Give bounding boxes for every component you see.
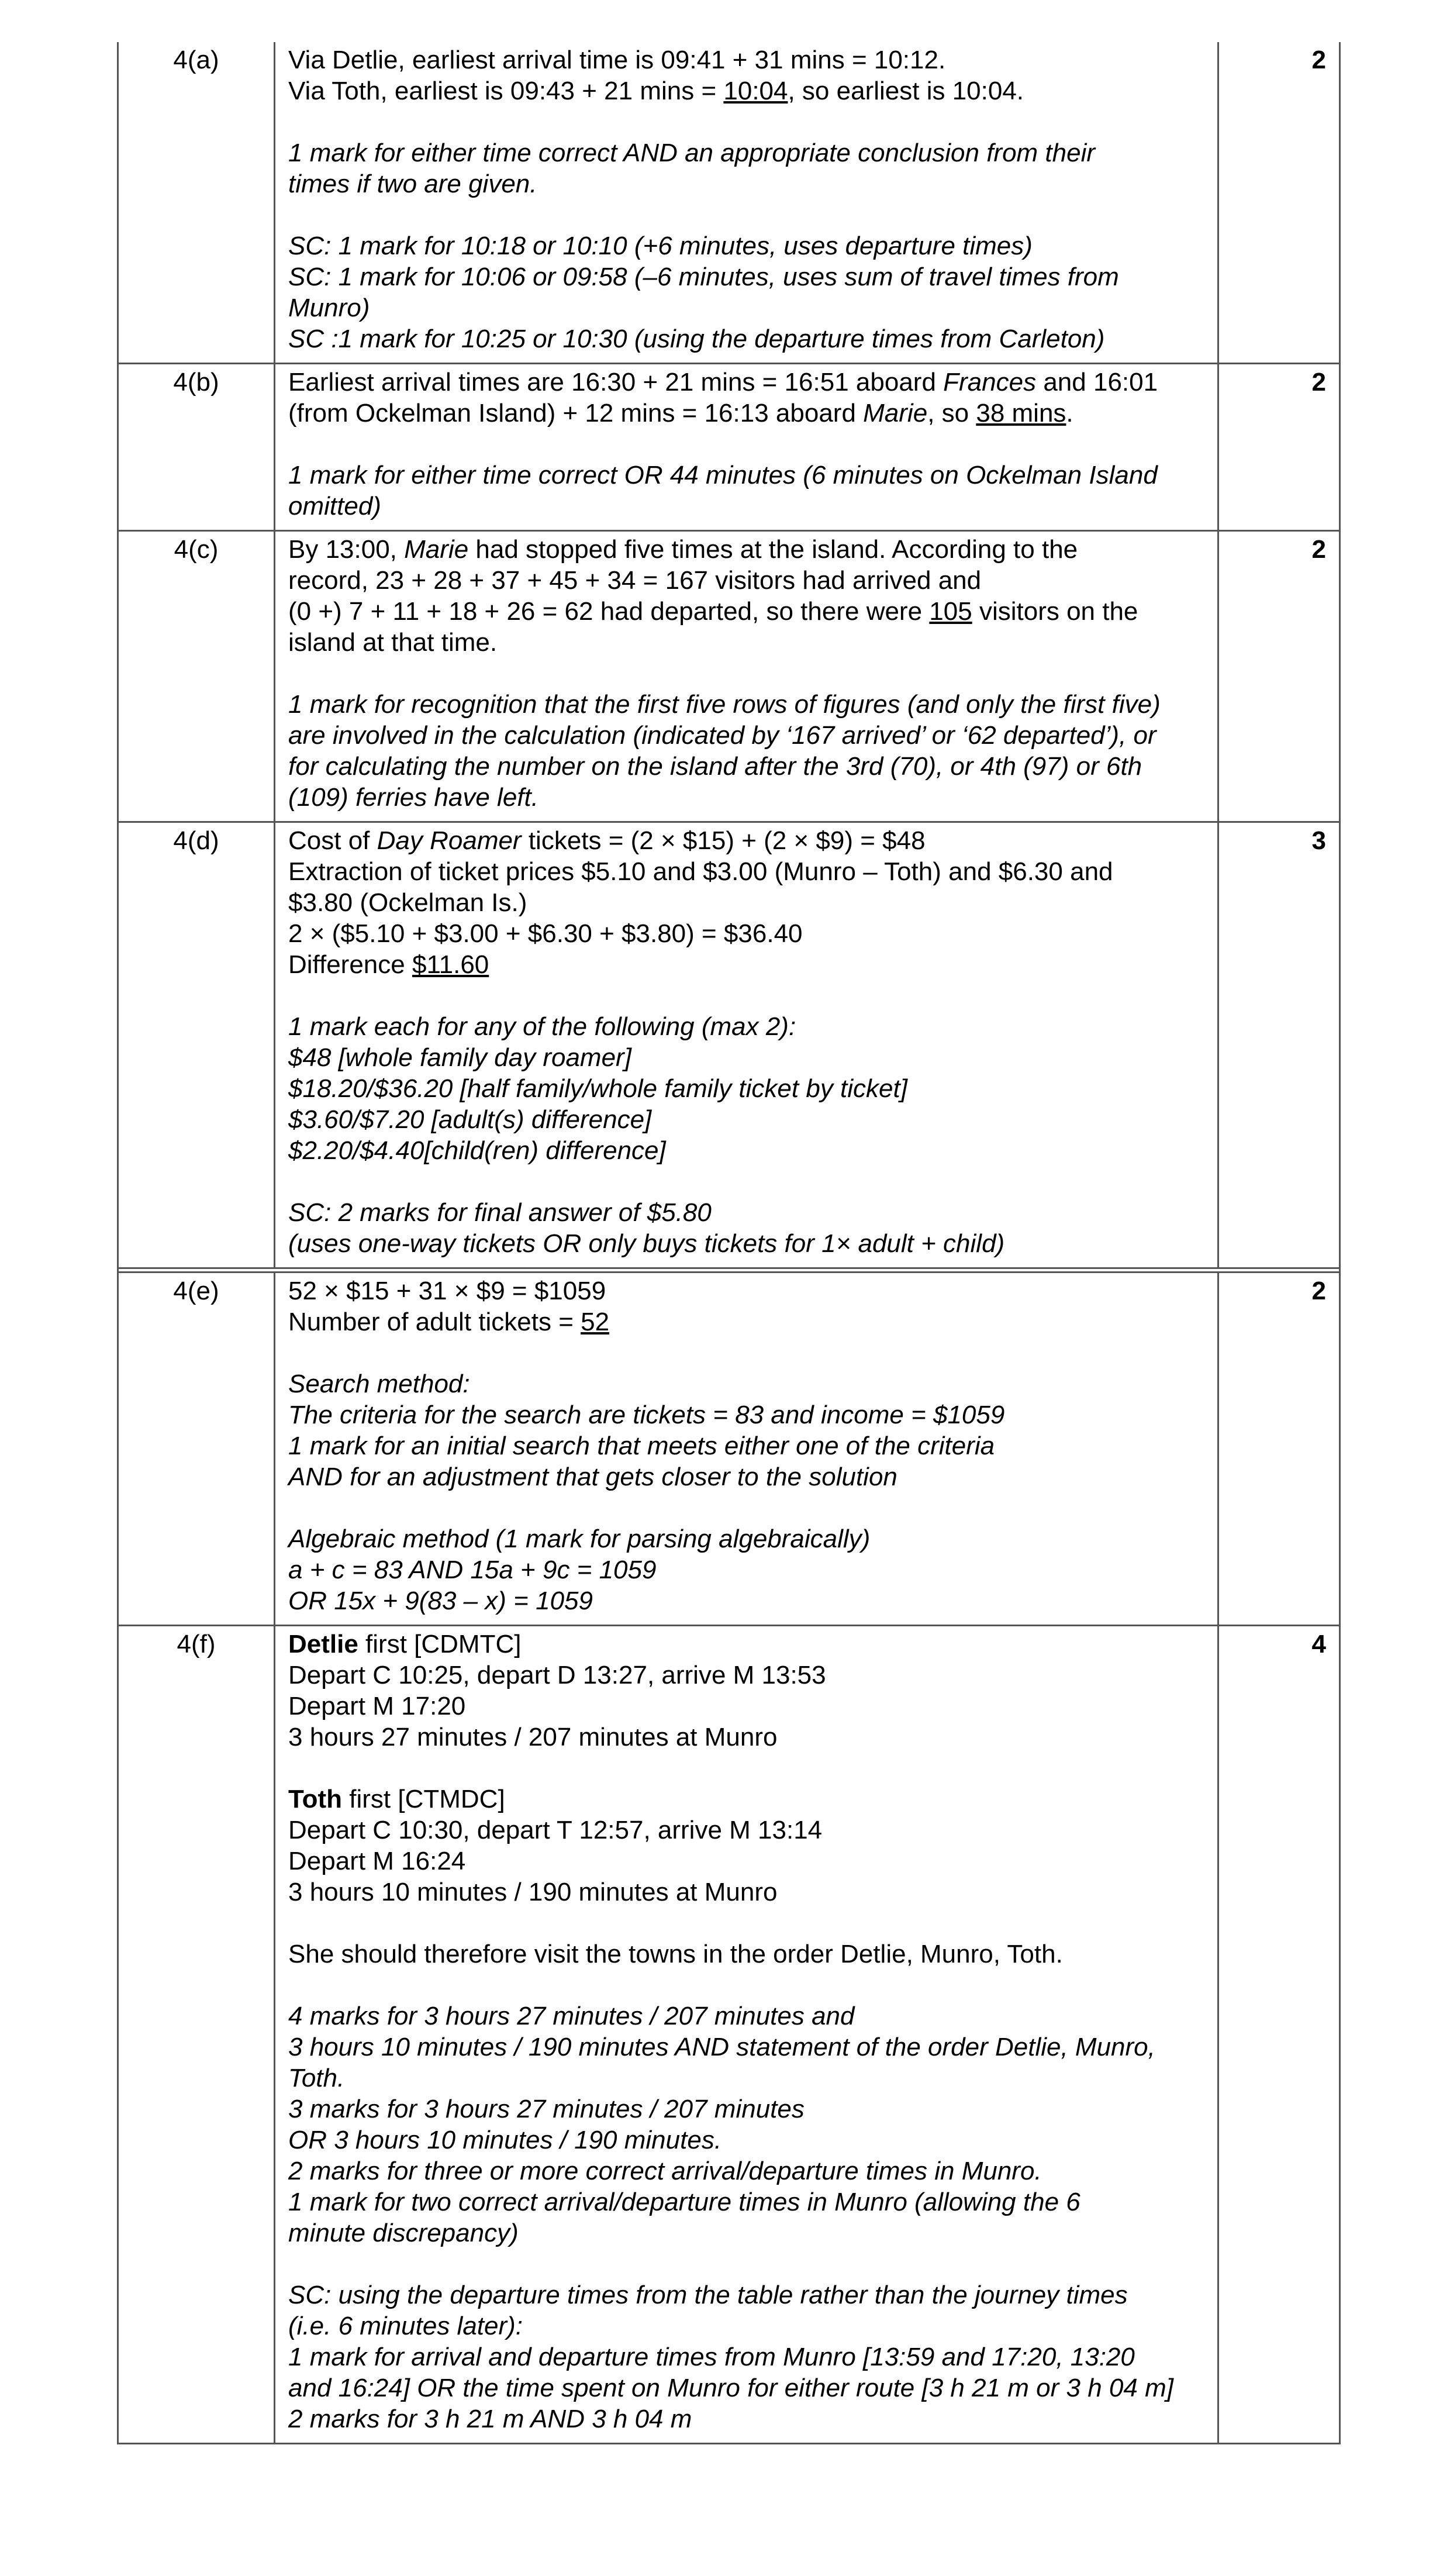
answer-line	[288, 720, 1201, 751]
text-segment: 1 mark each for any of the following (max 2):	[288, 1012, 796, 1041]
paragraph-gap	[288, 658, 1201, 689]
text-segment: record, 23 + 28 + 37 + 45 + 34 = 167 visitors had arrived and	[288, 566, 982, 595]
answer-cell	[275, 1626, 1219, 2443]
text-segment: Frances	[943, 368, 1037, 396]
answer-line	[288, 1011, 1201, 1042]
text-segment: OR 3 hours 10 minutes / 190 minutes.	[288, 2126, 722, 2154]
answer-line	[288, 856, 1201, 887]
answer-line	[288, 2156, 1201, 2187]
answer-line	[288, 1939, 1201, 1970]
answer-cell	[275, 1273, 1219, 1625]
text-segment: are involved in the calculation (indicated by ‘167 arrived’ or ‘62 departed’), or	[288, 721, 1156, 750]
answer-line	[288, 491, 1201, 522]
answer-line	[288, 1368, 1201, 1399]
text-segment: $18.20/$36.20 [half family/whole family ticket by ticket]	[288, 1074, 907, 1103]
text-segment: Difference	[288, 950, 412, 979]
answer-line	[288, 596, 1201, 627]
answer-line	[288, 1430, 1201, 1461]
answer-line	[288, 2280, 1201, 2311]
answer-line	[288, 1306, 1201, 1337]
text-segment: times if two are given.	[288, 170, 537, 198]
text-segment: 2 × ($5.10 + $3.00 + $6.30 + $3.80) = $36.40	[288, 919, 803, 948]
text-segment: SC: 2 marks for final answer of $5.80	[288, 1198, 712, 1227]
text-segment: .	[1066, 399, 1073, 427]
answer-line	[288, 1691, 1201, 1722]
text-segment: 38 mins	[976, 399, 1066, 427]
answer-line	[288, 1135, 1201, 1166]
text-segment: 1 mark for either time correct OR 44 minutes (6 minutes on Ockelman Island	[288, 461, 1158, 489]
answer-line	[288, 1197, 1201, 1228]
table-row	[119, 1273, 1339, 1626]
answer-line	[288, 825, 1201, 856]
text-segment: The criteria for the search are tickets = 83 and income = $1059	[288, 1401, 1005, 1429]
answer-line	[288, 751, 1201, 782]
text-segment: (0 +) 7 + 11 + 18 + 26 = 62 had departed, so there were	[288, 597, 930, 626]
answer-line	[288, 1104, 1201, 1135]
text-segment: 3 hours 10 minutes / 190 minutes at Munro	[288, 1878, 778, 1906]
question-label: 4(d)	[119, 823, 275, 1267]
text-segment: Toth	[288, 1785, 343, 1813]
answer-line	[288, 2125, 1201, 2156]
answer-line	[288, 1073, 1201, 1104]
text-segment: 1 mark for either time correct AND an appropriate conclusion from their	[288, 139, 1096, 167]
text-segment: $48 [whole family day roamer]	[288, 1043, 631, 1072]
text-segment: (109) ferries have left.	[288, 783, 538, 812]
text-segment: Marie	[404, 535, 469, 564]
answer-line	[288, 1461, 1201, 1492]
paragraph-gap	[288, 199, 1201, 230]
text-segment: By 13:00,	[288, 535, 405, 564]
text-segment: 1 mark for arrival and departure times from Munro [13:59 and 17:20, 13:20	[288, 2343, 1135, 2371]
question-label: 4(b)	[119, 364, 275, 530]
marks-value: 3	[1311, 826, 1326, 855]
text-segment: (from Ockelman Island) + 12 mins = 16:13 aboard	[288, 399, 864, 427]
paragraph-gap	[288, 429, 1201, 460]
text-segment: had stopped five times at the island. According to the	[468, 535, 1078, 564]
text-segment: $3.80 (Ockelman Is.)	[288, 888, 527, 917]
answer-line	[288, 460, 1201, 491]
text-segment: SC :1 mark for 10:25 or 10:30 (using the departure times from Carleton)	[288, 325, 1105, 353]
table-row	[119, 1626, 1339, 2443]
paragraph-gap	[288, 1166, 1201, 1197]
text-segment: SC: using the departure times from the table rather than the journey times	[288, 2281, 1128, 2309]
answer-line	[288, 689, 1201, 720]
answer-line	[288, 2001, 1201, 2032]
text-segment: , so earliest is 10:04.	[788, 77, 1024, 105]
answer-line	[288, 75, 1201, 106]
paragraph-gap	[288, 1970, 1201, 2001]
text-segment: omitted)	[288, 492, 381, 520]
text-segment: 1 mark for two correct arrival/departure times in Munro (allowing the 6	[288, 2188, 1080, 2216]
text-segment: visitors on the	[972, 597, 1138, 626]
text-segment: Via Toth, earliest is 09:43 + 21 mins =	[288, 77, 724, 105]
answer-line	[288, 918, 1201, 949]
answer-cell	[275, 532, 1219, 821]
answer-line	[288, 168, 1201, 199]
marks-value: 2	[1311, 535, 1326, 564]
text-segment: Earliest arrival times are 16:30 + 21 mins = 16:51 aboard	[288, 368, 944, 396]
text-segment: Cost of	[288, 826, 377, 855]
marks-value: 4	[1311, 1630, 1326, 1658]
question-label: 4(c)	[119, 532, 275, 821]
text-segment: $3.60/$7.20 [adult(s) difference]	[288, 1105, 652, 1134]
text-segment: (i.e. 6 minutes later):	[288, 2312, 523, 2340]
text-segment: 3 marks for 3 hours 27 minutes / 207 minutes	[288, 2095, 805, 2123]
text-segment: Algebraic method (1 mark for parsing algebraically)	[288, 1525, 871, 1553]
answer-line	[288, 1877, 1201, 1908]
marks-value: 2	[1311, 1277, 1326, 1305]
text-segment: She should therefore visit the towns in the order Detlie, Munro, Toth.	[288, 1940, 1063, 1968]
text-segment: , so	[927, 399, 976, 427]
text-segment: OR 15x + 9(83 – x) = 1059	[288, 1587, 593, 1615]
answer-line	[288, 323, 1201, 354]
text-segment: and 16:01	[1036, 368, 1158, 396]
answer-line	[288, 1784, 1201, 1815]
answer-line	[288, 2063, 1201, 2094]
answer-line	[288, 2094, 1201, 2125]
answer-line	[288, 2372, 1201, 2403]
answer-line	[288, 1399, 1201, 1430]
text-segment: 52 × $15 + 31 × $9 = $1059	[288, 1277, 606, 1305]
text-segment: first [CTMDC]	[342, 1785, 505, 1813]
question-label: 4(f)	[119, 1626, 275, 2443]
text-segment: Depart C 10:25, depart D 13:27, arrive M 13:53	[288, 1661, 826, 1689]
answer-line	[288, 2311, 1201, 2341]
answer-line	[288, 367, 1201, 398]
paragraph-gap	[288, 980, 1201, 1011]
text-segment: for calculating the number on the island after the 3rd (70), or 4th (97) or 6th	[288, 752, 1142, 781]
answer-line	[288, 2341, 1201, 2372]
answer-line	[288, 1228, 1201, 1259]
answer-line	[288, 949, 1201, 980]
paragraph-gap	[288, 1337, 1201, 1368]
text-segment: Marie	[863, 399, 928, 427]
paragraph-gap	[288, 106, 1201, 137]
text-segment: minute discrepancy)	[288, 2219, 519, 2247]
text-segment: (uses one-way tickets OR only buys tickets for 1× adult + child)	[288, 1229, 1005, 1258]
text-segment: Depart M 16:24	[288, 1847, 466, 1875]
text-segment: Number of adult tickets =	[288, 1308, 581, 1336]
answer-cell	[275, 42, 1219, 363]
text-segment: tickets = (2 × $15) + (2 × $9) = $48	[521, 826, 926, 855]
text-segment: SC: 1 mark for 10:18 or 10:10 (+6 minutes, uses departure times)	[288, 232, 1033, 260]
answer-cell	[275, 823, 1219, 1267]
text-segment: 10:04	[723, 77, 788, 105]
text-segment: Extraction of ticket prices $5.10 and $3.00 (Munro – Toth) and $6.30 and	[288, 857, 1113, 886]
answer-line	[288, 1275, 1201, 1306]
answer-line	[288, 2187, 1201, 2218]
paragraph-gap	[288, 1753, 1201, 1784]
table-row	[119, 823, 1339, 1273]
mark-scheme-table	[117, 42, 1341, 2444]
marks-value: 2	[1311, 368, 1326, 396]
text-segment: 3 hours 27 minutes / 207 minutes at Munro	[288, 1723, 778, 1751]
answer-line	[288, 1554, 1201, 1585]
answer-line	[288, 44, 1201, 75]
paragraph-gap	[288, 1492, 1201, 1523]
text-segment: AND for an adjustment that gets closer to the solution	[288, 1463, 897, 1491]
text-segment: $11.60	[412, 950, 489, 979]
answer-line	[288, 2032, 1201, 2063]
paragraph-gap	[288, 2249, 1201, 2280]
answer-line	[288, 1660, 1201, 1691]
text-segment: island at that time.	[288, 628, 498, 657]
answer-line	[288, 1815, 1201, 1846]
answer-line	[288, 782, 1201, 813]
text-segment: $2.20/$4.40[child(ren) difference]	[288, 1136, 666, 1165]
text-segment: 1 mark for recognition that the first five rows of figures (and only the first five)	[288, 690, 1161, 719]
answer-cell	[275, 364, 1219, 530]
answer-line	[288, 1846, 1201, 1877]
text-segment: a + c = 83 AND 15a + 9c = 1059	[288, 1556, 657, 1584]
answer-line	[288, 2403, 1201, 2434]
text-segment: Day Roamer	[377, 826, 522, 855]
paragraph-gap	[288, 1908, 1201, 1939]
text-segment: 52	[581, 1308, 610, 1336]
answer-line	[288, 292, 1201, 323]
table-row	[119, 532, 1339, 823]
text-segment: Depart C 10:30, depart T 12:57, arrive M 13:14	[288, 1816, 823, 1844]
text-segment: 105	[929, 597, 972, 626]
answer-line	[288, 398, 1201, 429]
text-segment: Via Detlie, earliest arrival time is 09:41 + 31 mins = 10:12.	[288, 46, 946, 74]
answer-line	[288, 565, 1201, 596]
table-row	[119, 364, 1339, 532]
answer-line	[288, 137, 1201, 168]
text-segment: 3 hours 10 minutes / 190 minutes AND statement of the order Detlie, Munro,	[288, 2033, 1155, 2061]
text-segment: 2 marks for 3 h 21 m AND 3 h 04 m	[288, 2405, 692, 2433]
answer-line	[288, 1722, 1201, 1753]
answer-line	[288, 1042, 1201, 1073]
answer-line	[288, 2218, 1201, 2249]
answer-line	[288, 1585, 1201, 1616]
text-segment: Toth.	[288, 2064, 345, 2092]
answer-line	[288, 887, 1201, 918]
answer-line	[288, 627, 1201, 658]
text-segment: Search method:	[288, 1370, 470, 1398]
text-segment: 1 mark for an initial search that meets either one of the criteria	[288, 1432, 995, 1460]
text-segment: Munro)	[288, 294, 370, 322]
answer-line	[288, 261, 1201, 292]
marks-value: 2	[1311, 46, 1326, 74]
text-segment: first [CDMTC]	[358, 1630, 522, 1658]
question-label: 4(e)	[119, 1273, 275, 1625]
answer-line	[288, 230, 1201, 261]
text-segment: 2 marks for three or more correct arrival/departure times in Munro.	[288, 2157, 1042, 2185]
text-segment: Detlie	[288, 1630, 358, 1658]
answer-line	[288, 1629, 1201, 1660]
answer-line	[288, 534, 1201, 565]
text-segment: and 16:24] OR the time spent on Munro for either route [3 h 21 m or 3 h 04 m]	[288, 2374, 1173, 2402]
table-row	[119, 42, 1339, 364]
question-label: 4(a)	[119, 42, 275, 363]
text-segment: SC: 1 mark for 10:06 or 09:58 (–6 minutes, uses sum of travel times from	[288, 263, 1119, 291]
answer-line	[288, 1523, 1201, 1554]
text-segment: 4 marks for 3 hours 27 minutes / 207 minutes and	[288, 2002, 855, 2030]
text-segment: Depart M 17:20	[288, 1692, 466, 1720]
